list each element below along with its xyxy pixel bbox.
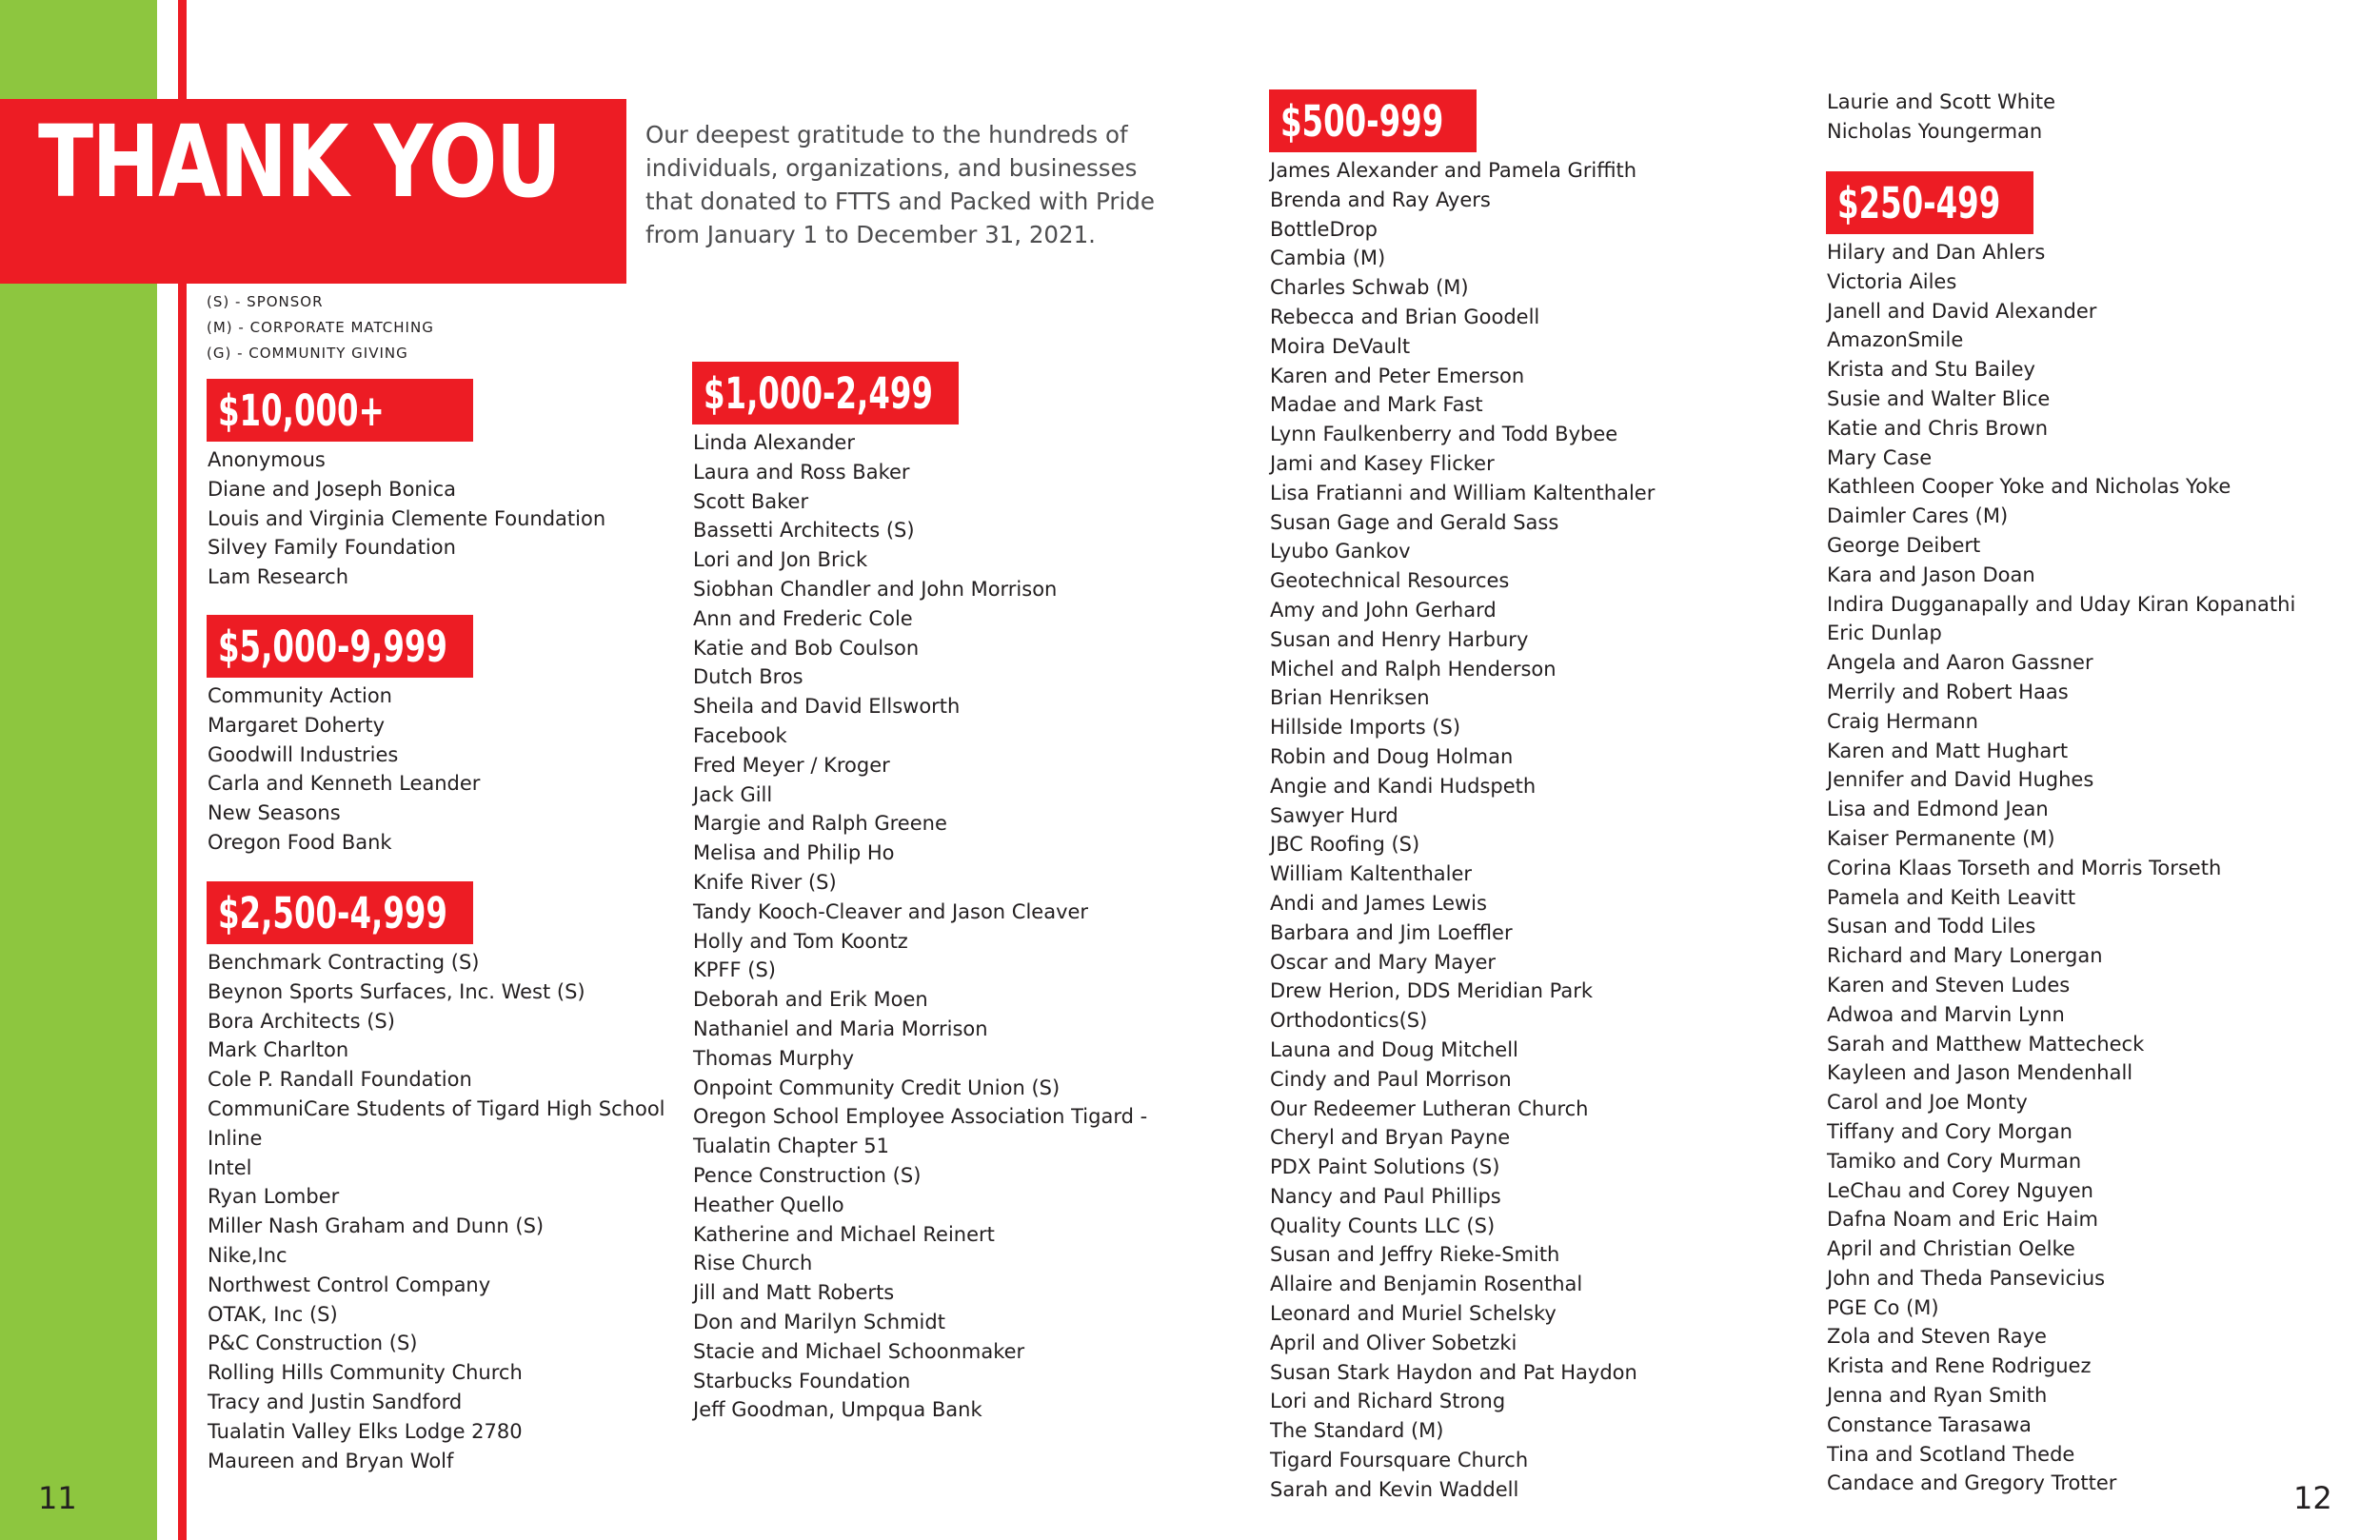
donor-name: Oregon Food Bank [208, 830, 392, 854]
donor-name: Lam Research [208, 565, 349, 589]
donor-name: Deborah and Erik Moen [693, 988, 928, 1012]
donor-name: Hillside Imports (S) [1270, 716, 1461, 740]
donor-name: Cole P. Randall Foundation [208, 1068, 472, 1092]
donor-list [1826, 88, 2055, 147]
donor-name: Orthodontics(S) [1270, 1009, 1428, 1033]
donor-name: Susan and Henry Harbury [1270, 627, 1529, 651]
donor-name: Laura and Ross Baker [693, 460, 910, 484]
legend [207, 289, 434, 366]
donor-name: OTAK, Inc (S) [208, 1302, 338, 1326]
donor-name: Tiffany and Cory Morgan [1827, 1119, 2073, 1143]
donor-name: Robin and Doug Holman [1270, 744, 1514, 768]
donor-name: Oregon School Employee Association Tigard - [693, 1105, 1148, 1129]
donor-name: April and Oliver Sobetzki [1270, 1331, 1517, 1354]
donor-name: Sarah and Matthew Mattecheck [1827, 1032, 2145, 1056]
tier-badge [207, 881, 473, 944]
donor-name: Moira DeVault [1270, 334, 1411, 358]
donor-name: Cindy and Paul Morrison [1270, 1067, 1512, 1091]
donor-name: Kara and Jason Doan [1827, 563, 2035, 586]
tier-badge [1826, 171, 2033, 234]
donor-name: Susie and Walter Blice [1827, 386, 2051, 410]
donor-name: Laurie and Scott White [1827, 90, 2056, 113]
donor-name: Leonard and Muriel Schelsky [1270, 1302, 1557, 1326]
donor-name: Lyubo Gankov [1270, 540, 1411, 563]
donor-name: Katie and Bob Coulson [693, 636, 920, 660]
donor-name: Lynn Faulkenberry and Todd Bybee [1270, 423, 1618, 446]
donor-name: The Standard (M) [1270, 1419, 1444, 1443]
donor-name: Lisa and Edmond Jean [1827, 798, 2049, 821]
donor-name: Amy and John Gerhard [1270, 598, 1497, 622]
donor-name: Candace and Gregory Trotter [1827, 1471, 2117, 1495]
donor-name: Nathaniel and Maria Morrison [693, 1017, 988, 1040]
legend-corporate-matching: (M) - CORPORATE MATCHING [207, 319, 434, 336]
tier-badge [207, 615, 473, 678]
tier-1000 [692, 362, 1147, 1425]
donor-name: Community Action [208, 684, 392, 707]
donor-name: Lori and Jon Brick [693, 548, 868, 572]
donor-name: Launa and Doug Mitchell [1270, 1037, 1518, 1061]
tier-10000 [207, 379, 605, 592]
donor-name: Lori and Richard Strong [1270, 1390, 1506, 1413]
tier-label: $250-499 [1837, 177, 2001, 228]
donor-name: Carla and Kenneth Leander [208, 772, 481, 796]
donor-name: Krista and Rene Rodriguez [1827, 1354, 2092, 1378]
donor-name: Cambia (M) [1270, 247, 1386, 270]
donor-name: Beynon Sports Surfaces, Inc. West (S) [208, 979, 585, 1003]
donor-name: Thomas Murphy [693, 1046, 855, 1070]
donor-name: CommuniCare Students of Tigard High School [208, 1096, 665, 1120]
donor-name: P&C Construction (S) [208, 1332, 418, 1355]
donor-name: Kayleen and Jason Mendenhall [1827, 1061, 2133, 1085]
donor-name: James Alexander and Pamela Griffith [1270, 159, 1637, 182]
tier-2500 [207, 881, 665, 1475]
legend-sponsor: (S) - SPONSOR [207, 293, 324, 310]
donor-name: Constance Tarasawa [1827, 1412, 2032, 1436]
donor-name: Katie and Chris Brown [1827, 416, 2049, 440]
donor-name: AmazonSmile [1827, 328, 1964, 352]
donor-name: Allaire and Benjamin Rosenthal [1270, 1273, 1583, 1296]
donor-name: LeChau and Corey Nguyen [1827, 1178, 2093, 1202]
donor-name: Jill and Matt Roberts [693, 1281, 895, 1305]
donor-name: Jami and Kasey Flicker [1270, 451, 1495, 475]
tier-label: $2,500-4,999 [218, 887, 447, 938]
tier-label: $500-999 [1280, 95, 1444, 147]
donor-list [207, 445, 605, 592]
donor-name: Jeff Goodman, Umpqua Bank [693, 1398, 982, 1422]
donor-name: BottleDrop [1270, 217, 1378, 241]
donor-name: Richard and Mary Lonergan [1827, 944, 2103, 968]
donor-name: Anonymous [208, 448, 326, 471]
donor-name: Jenna and Ryan Smith [1827, 1384, 2048, 1408]
donor-name: PGE Co (M) [1827, 1295, 1939, 1319]
donor-name: Tina and Scotland Thede [1827, 1442, 2075, 1466]
donor-list [207, 948, 665, 1475]
tier-250 [1826, 171, 2295, 1498]
donor-name: Andi and James Lewis [1270, 891, 1487, 915]
page-number-left: 11 [38, 1480, 77, 1516]
donor-name: Tracy and Justin Sandford [208, 1390, 463, 1413]
tier-label: $1,000-2,499 [704, 367, 933, 419]
donor-list [1826, 238, 2295, 1498]
donor-name: Linda Alexander [693, 431, 855, 454]
donor-name: Oscar and Mary Mayer [1270, 950, 1497, 974]
donor-name: Margie and Ralph Greene [693, 812, 947, 836]
donor-name: Susan Gage and Gerald Sass [1270, 510, 1559, 534]
donor-name: Tualatin Valley Elks Lodge 2780 [208, 1419, 523, 1443]
donor-name: Katherine and Michael Reinert [693, 1222, 995, 1246]
donor-name: Our Redeemer Lutheran Church [1270, 1096, 1589, 1120]
donor-name: April and Christian Oelke [1827, 1237, 2075, 1261]
donor-name: Onpoint Community Credit Union (S) [693, 1076, 1061, 1099]
donor-name: Fred Meyer / Kroger [693, 753, 890, 777]
donor-name: Madae and Mark Fast [1270, 393, 1483, 417]
donor-name: Maureen and Bryan Wolf [208, 1449, 454, 1472]
donor-name: Pence Construction (S) [693, 1163, 922, 1187]
donor-name: Susan and Jeffry Rieke-Smith [1270, 1243, 1560, 1267]
intro-text: Our deepest gratitude to the hundreds of individuals, organizations, and businesses that donated to FTTS and Packed with Pride from January 1 to December 31, 2021. [645, 121, 1155, 248]
donor-name: Starbucks Foundation [693, 1369, 911, 1392]
page-number-right: 12 [2293, 1480, 2332, 1516]
donor-name: Karen and Steven Ludes [1827, 973, 2071, 997]
donor-name: Benchmark Contracting (S) [208, 951, 480, 974]
donor-name: Cheryl and Bryan Payne [1270, 1126, 1511, 1150]
donor-name: Angie and Kandi Hudspeth [1270, 774, 1537, 798]
donor-name: JBC Roofing (S) [1270, 833, 1420, 857]
donor-name: Ryan Lomber [208, 1185, 340, 1209]
donor-name: Sheila and David Ellsworth [693, 695, 961, 719]
donor-name: Merrily and Robert Haas [1827, 680, 2069, 703]
legend-community-giving: (G) - COMMUNITY GIVING [207, 345, 408, 362]
donor-name: Krista and Stu Bailey [1827, 358, 2035, 382]
donor-name: KPFF (S) [693, 958, 776, 982]
donor-name: Eric Dunlap [1827, 622, 1942, 645]
donor-name: Brian Henriksen [1270, 686, 1430, 710]
donor-name: Janell and David Alexander [1827, 299, 2097, 323]
donor-name: Victoria Ailes [1827, 269, 1957, 293]
donor-name: Indira Dugganapally and Uday Kiran Kopanathi [1827, 592, 2296, 616]
donor-name: Don and Marilyn Schmidt [693, 1310, 945, 1333]
donor-name: Margaret Doherty [208, 713, 385, 737]
donor-name: Dafna Noam and Eric Haim [1827, 1208, 2098, 1232]
donor-name: John and Theda Pansevicius [1827, 1266, 2106, 1290]
tier-500 [1269, 89, 1655, 1505]
donor-name: Goodwill Industries [208, 742, 399, 766]
donor-name: Susan Stark Haydon and Pat Haydon [1270, 1360, 1637, 1384]
donor-name: Sawyer Hurd [1270, 803, 1398, 827]
donor-name: Hilary and Dan Ahlers [1827, 241, 2046, 264]
donor-name: Facebook [693, 723, 787, 747]
donor-name: Ann and Frederic Cole [693, 606, 913, 630]
donor-name: Adwoa and Marvin Lynn [1827, 1002, 2065, 1026]
donor-name: Nike,Inc [208, 1243, 288, 1267]
donor-name: Nicholas Youngerman [1827, 119, 2043, 143]
donor-name: Tualatin Chapter 51 [693, 1135, 889, 1158]
donor-name: Susan and Todd Liles [1827, 915, 2036, 938]
donor-name: Carol and Joe Monty [1827, 1091, 2028, 1115]
donor-name: Silvey Family Foundation [208, 536, 456, 560]
tier-badge [1269, 89, 1477, 152]
donor-name: Karen and Peter Emerson [1270, 364, 1525, 387]
donor-name: Diane and Joseph Bonica [208, 477, 456, 501]
donor-name: Knife River (S) [693, 870, 837, 894]
donor-name: William Kaltenthaler [1270, 862, 1473, 886]
donor-name: Melisa and Philip Ho [693, 841, 895, 865]
tier-label: $10,000+ [218, 385, 385, 436]
donor-name: George Deibert [1827, 533, 1981, 557]
donor-name: Barbara and Jim Loeffler [1270, 920, 1513, 944]
donor-name: Tamiko and Cory Murman [1827, 1149, 2082, 1173]
tier-5000 [207, 615, 480, 858]
donor-name: Sarah and Kevin Waddell [1270, 1477, 1519, 1501]
donor-name: Zola and Steven Raye [1827, 1325, 2047, 1349]
donor-name: Kaiser Permanente (M) [1827, 826, 2055, 850]
donor-name: Quality Counts LLC (S) [1270, 1214, 1496, 1237]
donor-name: Corina Klaas Torseth and Morris Torseth [1827, 856, 2222, 879]
donor-name: Stacie and Michael Schoonmaker [693, 1339, 1025, 1363]
donor-name: Rebecca and Brian Goodell [1270, 305, 1540, 328]
donor-name: Bora Architects (S) [208, 1009, 395, 1033]
donor-name: Heather Quello [693, 1193, 844, 1216]
donor-name: Inline [208, 1126, 263, 1150]
tier-250-continued [1826, 88, 2055, 147]
donor-list [1269, 156, 1655, 1505]
tier-badge [692, 362, 959, 424]
donor-name: Dutch Bros [693, 665, 803, 689]
donor-name: Lisa Fratianni and William Kaltenthaler [1270, 481, 1656, 504]
tier-badge [207, 379, 473, 442]
donor-list [692, 428, 1147, 1425]
donor-name: Nancy and Paul Phillips [1270, 1184, 1501, 1208]
donor-name: Brenda and Ray Ayers [1270, 188, 1491, 211]
donor-name: Intel [208, 1155, 252, 1179]
donor-name: New Seasons [208, 801, 341, 825]
donor-name: Rise Church [693, 1252, 813, 1275]
donor-name: Drew Herion, DDS Meridian Park [1270, 979, 1594, 1003]
donor-name: Miller Nash Graham and Dunn (S) [208, 1214, 545, 1238]
donor-list [207, 681, 480, 858]
donor-name: Mary Case [1827, 445, 1933, 469]
donor-name: Karen and Matt Hughart [1827, 739, 2069, 762]
donor-name: Tandy Kooch-Cleaver and Jason Cleaver [693, 899, 1089, 923]
donor-name: Rolling Hills Community Church [208, 1361, 523, 1385]
tier-label: $5,000-9,999 [218, 621, 447, 672]
donor-name: Jennifer and David Hughes [1827, 768, 2094, 792]
donor-name: Jack Gill [693, 782, 773, 806]
donor-name: Charles Schwab (M) [1270, 276, 1469, 300]
donor-name: Scott Baker [693, 489, 809, 513]
donor-name: Daimler Cares (M) [1827, 504, 2009, 528]
donor-name: Tigard Foursquare Church [1270, 1449, 1529, 1472]
donor-name: Craig Hermann [1827, 709, 1978, 733]
donor-name: Holly and Tom Koontz [693, 929, 908, 953]
donor-name: Pamela and Keith Leavitt [1827, 885, 2076, 909]
page-title: THANK YOU [38, 104, 561, 220]
donor-name: Northwest Control Company [208, 1273, 491, 1296]
donor-name: PDX Paint Solutions (S) [1270, 1155, 1500, 1179]
donor-name: Michel and Ralph Henderson [1270, 657, 1557, 681]
donor-name: Kathleen Cooper Yoke and Nicholas Yoke [1827, 475, 2231, 499]
donor-name: Angela and Aaron Gassner [1827, 651, 2093, 675]
donor-name: Geotechnical Resources [1270, 569, 1510, 593]
donor-name: Louis and Virginia Clemente Foundation [208, 506, 606, 530]
donor-name: Bassetti Architects (S) [693, 519, 915, 543]
donor-name: Siobhan Chandler and John Morrison [693, 577, 1058, 601]
donor-name: Mark Charlton [208, 1038, 349, 1062]
